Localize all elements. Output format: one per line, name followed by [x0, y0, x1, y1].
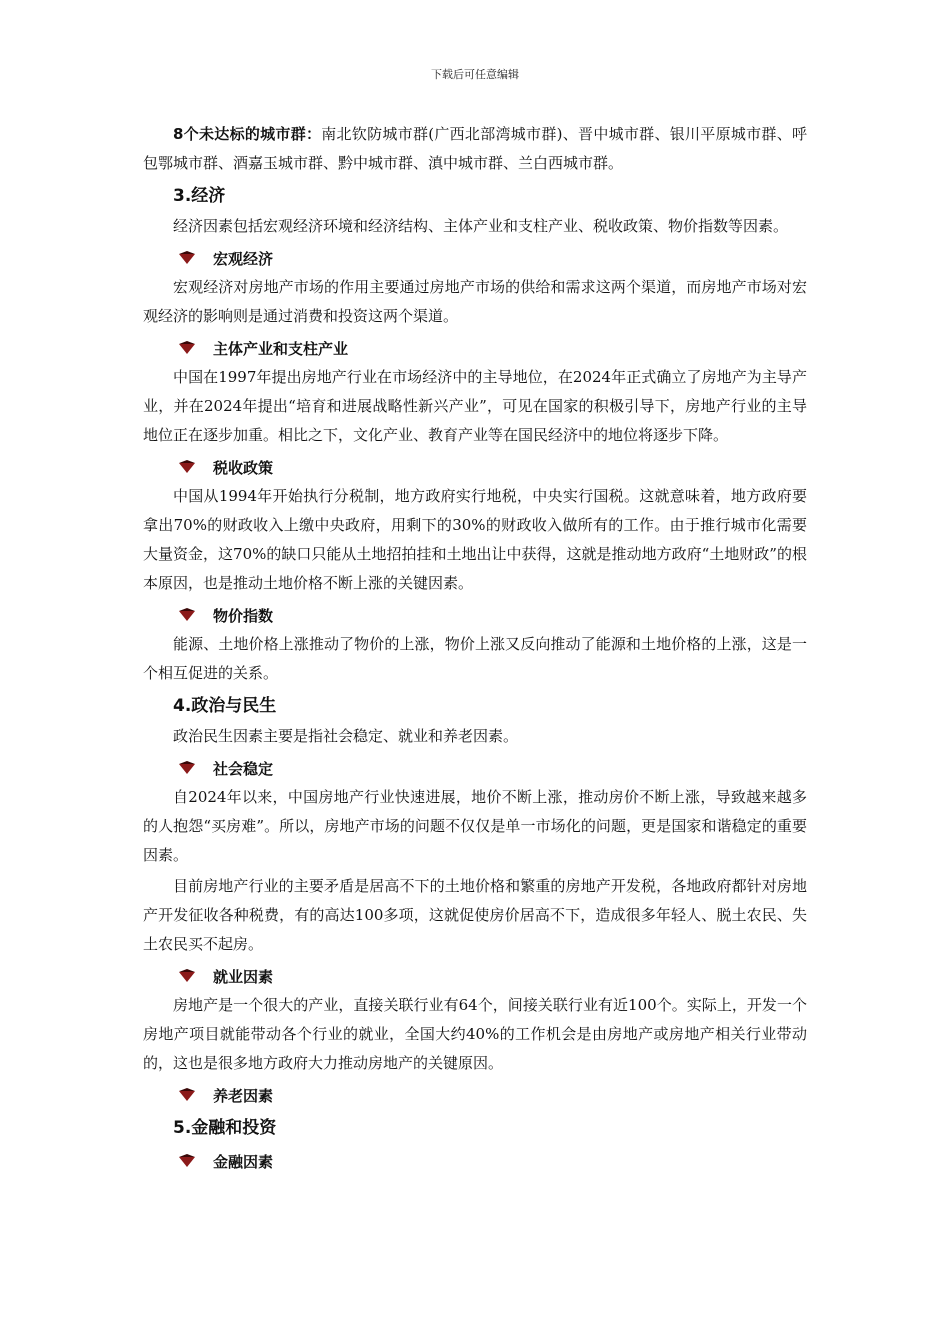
bullet-label: 就业因素 — [213, 967, 274, 986]
macro-economy-paragraph: 宏观经济对房地产市场的作用主要通过房地产市场的供给和需求这两个渠道，而房地产市场对宏观经济的影响则是通过消费和投资这两个渠道。 — [143, 278, 807, 325]
intro-text: 南北钦防城市群(广西北部湾城市群)、晋中城市群、银川平原城市群、呼包鄂城市群、酒嘉玉城市群、黔中城市群、滇中城市群、兰白西城市群。 — [143, 125, 807, 172]
arrow-bullet-icon — [177, 608, 197, 622]
bullet-label: 税收政策 — [213, 458, 274, 477]
bullet-tax-policy — [143, 452, 807, 482]
tax-policy-paragraph: 中国从1994年开始执行分税制，地方政府实行地税，中央实行国税。这就意味着，地方政府要拿出70%的财政收入上缴中央政府，用剩下的30%的财政收入做所有的工作。由于推行城市化需要大量资金，这70%的缺口只能从土地招拍挂和土地出让中获得，这就是推动地方政府“土地财政”的根本原因，也是推动土地价格不断上涨的关键因素。 — [143, 487, 807, 592]
bullet-social-stability — [143, 753, 807, 783]
main-industry-paragraph: 中国在1997年提出房地产行业在市场经济中的主导地位，在2024年正式确立了房地产为主导产业，并在2024年提出“培育和进展战略性新兴产业”，可见在国家的积极引导下，房地产行业的主导地位正在逐步加重。相比之下，文化产业、教育产业等在国民经济中的地位将逐步下降。 — [143, 368, 807, 444]
arrow-bullet-icon — [177, 1088, 197, 1102]
bullet-main-industry — [143, 333, 807, 363]
section-5-title: 5.金融和投资 — [173, 1118, 277, 1138]
arrow-bullet-icon — [177, 341, 197, 355]
arrow-bullet-icon — [177, 969, 197, 983]
bullet-label: 金融因素 — [213, 1152, 274, 1171]
section-3-title: 3.经济 — [173, 186, 226, 206]
arrow-bullet-icon — [177, 460, 197, 474]
arrow-bullet-icon — [177, 251, 197, 265]
bullet-label: 主体产业和支柱产业 — [213, 339, 349, 358]
social-stability-paragraph-2: 目前房地产行业的主要矛盾是居高不下的土地价格和繁重的房地产开发税，各地政府都针对房地产开发征收各种税费，有的高达100多项，这就促使房价居高不下，造成很多年轻人、脱土农民、失土农民买不起房。 — [143, 877, 807, 953]
arrow-bullet-icon — [177, 1154, 197, 1168]
bullet-employment — [143, 961, 807, 991]
bullet-finance — [143, 1146, 807, 1176]
section-3-intro: 经济因素包括宏观经济环境和经济结构、主体产业和支柱产业、税收政策、物价指数等因素。 — [173, 217, 789, 235]
section-4-intro: 政治民生因素主要是指社会稳定、就业和养老因素。 — [173, 727, 519, 745]
bullet-label: 物价指数 — [213, 606, 274, 625]
bullet-label: 社会稳定 — [213, 759, 274, 778]
page-header: 下载后可任意编辑 — [431, 68, 519, 81]
bullet-price-index — [143, 600, 807, 630]
intro-paragraph — [143, 120, 807, 178]
social-stability-paragraph-1: 自2024年以来，中国房地产行业快速进展，地价不断上涨，推动房价不断上涨，导致越来越多的人抱怨“买房难”。所以，房地产市场的问题不仅仅是单一市场化的问题，更是国家和谐稳定的重要因素。 — [143, 788, 807, 864]
section-4-title: 4.政治与民生 — [173, 696, 277, 716]
bullet-label: 宏观经济 — [213, 249, 274, 268]
employment-paragraph: 房地产是一个很大的产业，直接关联行业有64个，间接关联行业有近100个。实际上，开发一个房地产项目就能带动各个行业的就业，全国大约40%的工作机会是由房地产或房地产相关行业带动的，这也是很多地方政府大力推动房地产的关键原因。 — [143, 996, 807, 1072]
bullet-label: 养老因素 — [213, 1086, 274, 1105]
arrow-bullet-icon — [177, 761, 197, 775]
price-index-paragraph: 能源、土地价格上涨推动了物价的上涨，物价上涨又反向推动了能源和土地价格的上涨，这是一个相互促进的关系。 — [143, 635, 807, 682]
intro-lead: 8个未达标的城市群： — [173, 125, 322, 143]
bullet-macro-economy — [143, 243, 807, 273]
bullet-pension — [143, 1080, 807, 1110]
document-body — [143, 120, 807, 1176]
